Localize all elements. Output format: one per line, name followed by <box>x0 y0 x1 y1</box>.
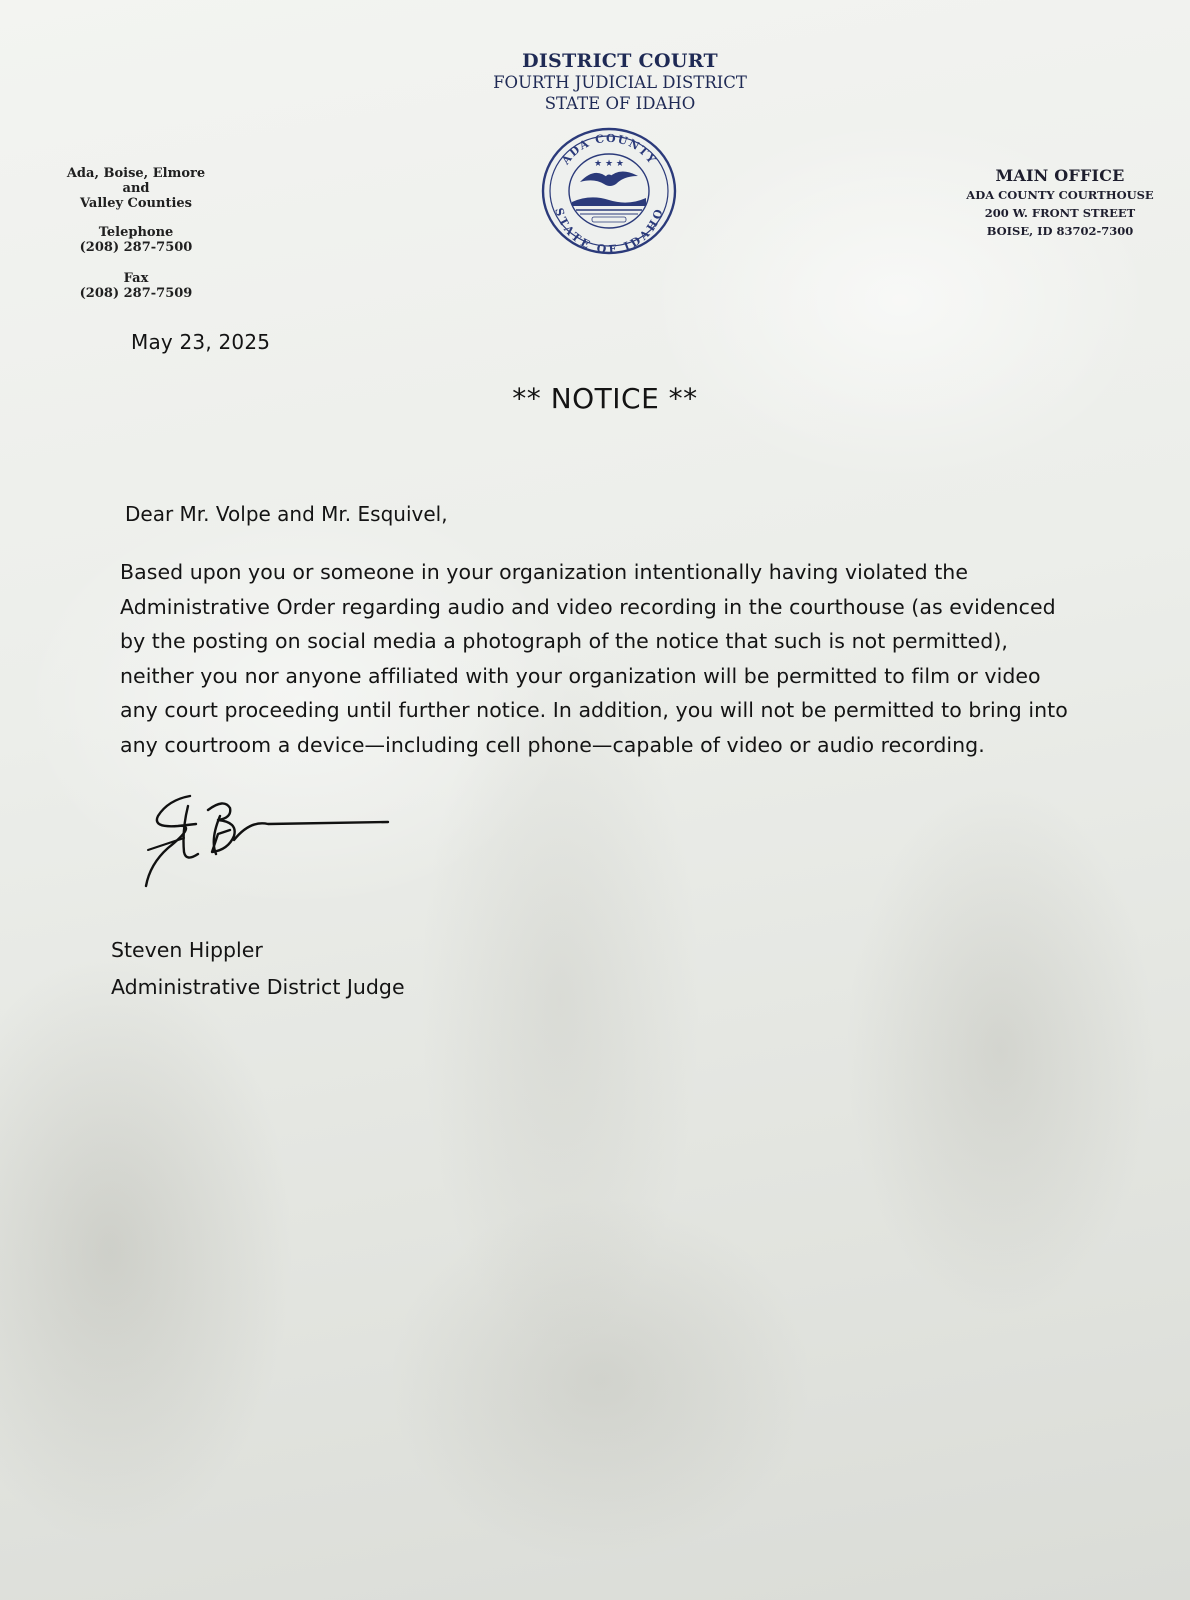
office-city: BOISE, ID 83702-7300 <box>986 224 1134 238</box>
county-seal-graphic <box>540 126 678 256</box>
salutation: Dear Mr. Volpe and Mr. Esquivel, <box>125 502 448 526</box>
body-line: Administrative Order regarding audio and video recording in the courthouse (as evidenced <box>120 594 1056 619</box>
letter-date: May 23, 2025 <box>131 330 271 354</box>
counties-line-3: Valley Counties <box>80 196 192 211</box>
office-title: MAIN OFFICE <box>995 166 1125 185</box>
body-line: neither you nor anyone affiliated with your organization will be permitted to film or video <box>120 663 1041 688</box>
fax-label: Fax <box>123 271 149 286</box>
signer-name: Steven Hippler <box>111 938 263 962</box>
letterhead-contact <box>52 166 220 301</box>
signature-block <box>111 932 405 1006</box>
svg-text:★ ★ ★: ★ ★ ★ <box>594 159 624 169</box>
fax-number: (208) 287-7509 <box>79 286 193 301</box>
handwritten-signature <box>138 790 408 910</box>
county-seal <box>540 126 678 256</box>
body-line: any court proceeding until further notice. In addition, you will not be permitted to bring into <box>120 698 1068 722</box>
counties-line-2: and <box>122 181 150 196</box>
body-line: by the posting on social media a photograph of the notice that such is not permitted), <box>120 629 1008 653</box>
district-name: FOURTH JUDICIAL DISTRICT <box>493 73 747 92</box>
body-line: any courtroom a device—including cell phone—capable of video or audio recording. <box>120 732 985 757</box>
telephone-number: (208) 287-7500 <box>79 240 193 255</box>
letter-body <box>120 555 1100 762</box>
counties-line-1: Ada, Boise, Elmore <box>66 166 206 181</box>
notice-heading: ** NOTICE ** <box>512 382 698 415</box>
office-building: ADA COUNTY COURTHOUSE <box>966 188 1154 202</box>
state-name: STATE OF IDAHO <box>544 94 696 113</box>
telephone-label: Telephone <box>98 225 174 240</box>
court-name: DISTRICT COURT <box>522 50 718 72</box>
letterhead-title <box>400 50 840 114</box>
signer-title: Administrative District Judge <box>111 975 405 999</box>
signature-graphic <box>138 790 408 910</box>
letterhead-office <box>930 165 1190 240</box>
seal-bottom-text: STATE OF IDAHO <box>552 206 666 256</box>
office-street: 200 W. FRONT STREET <box>984 206 1136 220</box>
seal-top-text: ADA COUNTY <box>559 131 659 167</box>
body-line: Based upon you or someone in your organization intentionally having violated the <box>120 560 968 584</box>
